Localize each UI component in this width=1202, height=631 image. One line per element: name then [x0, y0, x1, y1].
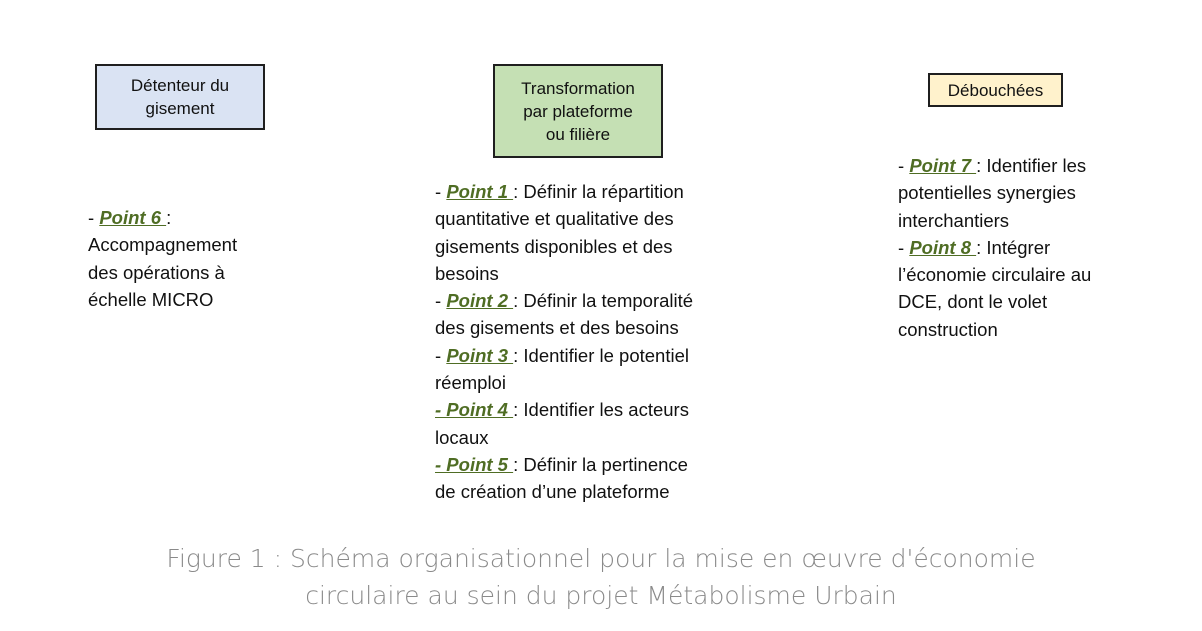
point-link[interactable]: - Point 5 — [435, 453, 514, 475]
item-text: : Définir la pertinence — [513, 453, 688, 475]
item-prefix: - — [898, 155, 910, 176]
item-text: : — [166, 207, 172, 228]
item-line: échelle MICRO — [88, 288, 214, 310]
point-item — [435, 396, 775, 451]
item-text: : Identifier les — [976, 155, 1087, 176]
item-line: des gisements et des besoins — [435, 317, 679, 339]
column-left-points — [88, 204, 308, 313]
point-item — [435, 342, 775, 397]
point-item — [435, 287, 775, 342]
item-line: des opérations à — [88, 261, 225, 283]
point-link[interactable]: Point 2 — [446, 290, 514, 312]
box-line: ou filière — [545, 124, 611, 144]
item-line: DCE, dont le volet — [898, 291, 1048, 313]
item-line: potentielles synergies — [898, 182, 1076, 204]
item-text: : Définir la répartition — [513, 181, 684, 202]
item-line: interchantiers — [898, 209, 1010, 231]
box-line: Transformation — [521, 78, 635, 98]
point-item — [435, 451, 775, 506]
point-item — [435, 178, 775, 287]
item-prefix: - — [898, 236, 910, 258]
point-item — [898, 234, 1158, 343]
item-prefix: - — [88, 207, 100, 228]
item-line: quantitative et qualitative des — [435, 208, 674, 230]
point-item — [88, 204, 308, 313]
box-transformation — [493, 64, 663, 158]
item-line: de création d’une plateforme — [435, 481, 670, 503]
box-debouchees — [928, 73, 1063, 107]
point-link[interactable]: Point 3 — [446, 344, 514, 366]
item-prefix: - — [435, 181, 447, 202]
item-line: réemploi — [435, 372, 506, 394]
figure-caption — [0, 540, 1202, 614]
item-text: : Identifier les acteurs — [513, 399, 689, 421]
item-prefix: - — [435, 290, 447, 312]
point-link[interactable]: Point 7 — [909, 155, 977, 176]
item-line: besoins — [435, 262, 499, 284]
point-link[interactable]: Point 8 — [909, 236, 977, 258]
point-link[interactable]: Point 6 — [99, 207, 167, 228]
point-item — [898, 152, 1158, 234]
item-line: locaux — [435, 426, 489, 448]
box-detenteur-du-gisement — [95, 64, 265, 130]
column-center-points — [435, 178, 775, 506]
column-right-points — [898, 152, 1158, 343]
item-text: : Identifier le potentiel — [513, 344, 689, 366]
box-line: Détenteur du — [130, 76, 230, 95]
item-line: l’économie circulaire au — [898, 264, 1092, 286]
box-line: gisement — [145, 99, 215, 118]
point-link[interactable]: Point 1 — [446, 181, 514, 202]
item-text: : Définir la temporalité — [513, 290, 694, 312]
item-line: construction — [898, 318, 998, 340]
item-prefix: - — [435, 344, 447, 366]
box-line: par plateforme — [523, 101, 633, 121]
box-line: Débouchées — [947, 80, 1044, 100]
point-link[interactable]: - Point 4 — [435, 399, 514, 421]
caption-line: Figure 1 : Schéma organisationnel pour la mise en œuvre d'économie — [166, 544, 1036, 573]
caption-line: circulaire au sein du projet Métabolisme Urbain — [305, 581, 897, 610]
item-text: : Intégrer — [976, 236, 1051, 258]
item-line: gisements disponibles et des — [435, 235, 673, 257]
item-line: Accompagnement — [88, 234, 238, 256]
